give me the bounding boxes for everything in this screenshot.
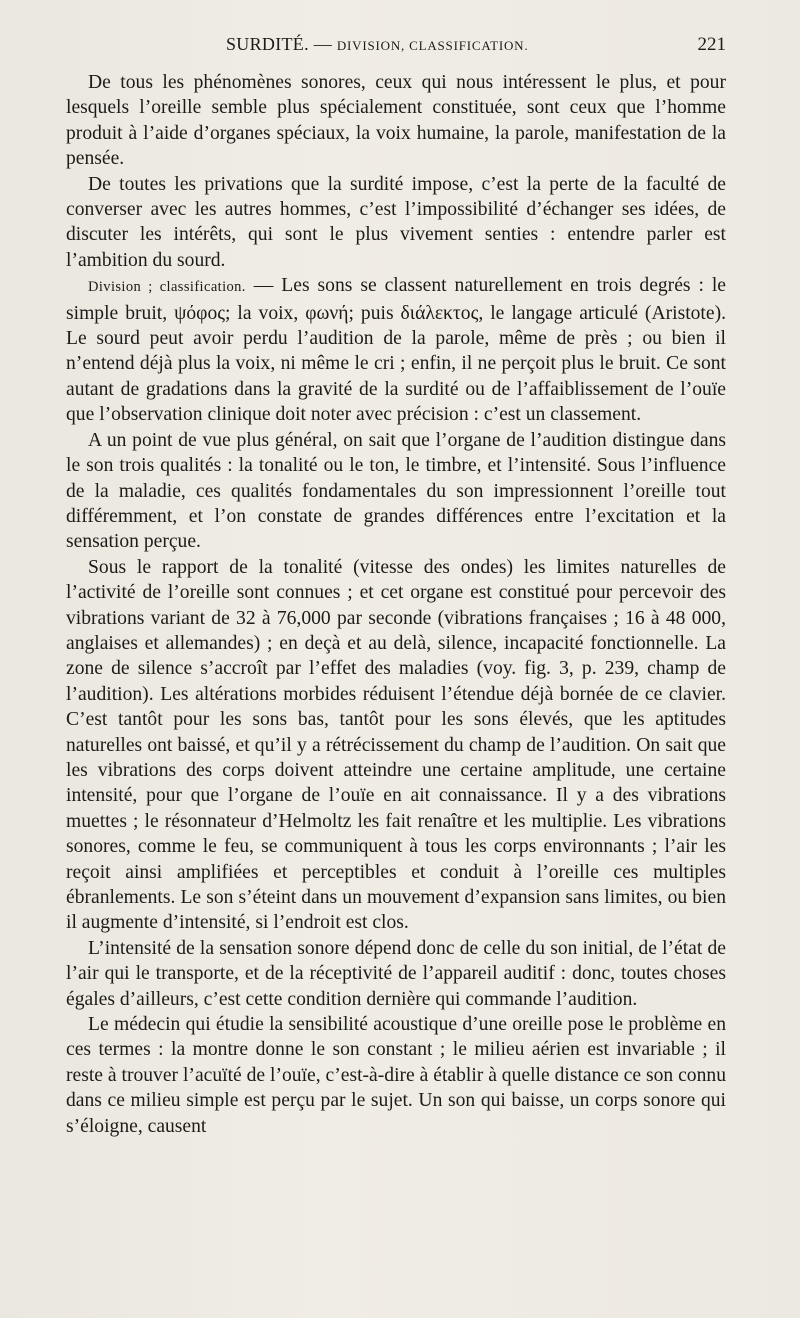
running-head-title [226, 34, 528, 55]
paragraph-6: L’intensité de la sensation sonore dépend donc de celle du son initial, de l’état de l’air qui le transporte, et de la réceptivité de l’appareil auditif : donc, toutes choses égales d’ailleurs, c’est cette condition dernière qui commande l’audition. [66, 937, 726, 1010]
running-head-dash: — [313, 34, 333, 54]
paragraph-5: Sous le rapport de la tonalité (vitesse des ondes) les limites naturelles de l’activité de l’oreille sont connues ; et cet organe est constitué pour percevoir des vibrations variant de 32 à 76,000 par seconde (vibrations françaises ; 16 à 48 000, anglaises et allemandes) ; en deçà et au delà, silence, incapacité fonctionnelle. La zone de silence s’accroît par l’effet des maladies (voy. fig. 3, p. 239, champ de l’audition). Les altérations morbides réduisent l’étendue déjà bornée de ce clavier. C’est tantôt pour les sons bas, tantôt pour les sons élevés, que les aptitudes naturelles ont baissé, et qu’il y a rétrécissement du champ de l’audition. On sait que les vibrations des corps doivent atteindre une certaine amplitude, une certaine intensité, pour que l’organe de l’ouïe en ait connaissance. Il y a des vibrations muettes ; le résonnateur d’Helmoltz les fait renaître et les multiplie. Les vibrations sonores, comme le feu, se communiquent à tous les corps environnants ; l’air les reçoit ainsi amplifiées et perceptibles et conduit à l’oreille ces multiples ébranlements. Le son s’éteint dans un mouvement d’expansion sans limites, ou bien il augmente d’intensité, si l’endroit est clos. [66, 556, 726, 934]
paragraph-3-text: — Les sons se classent naturellement en trois degrés : le simple bruit, ψόφος; la voix, φωνή; puis διάλεκτος, le langage articulé (Aristote). Le sourd peut avoir perdu l’audition de la parole, même de près ; ou bien il n’entend déjà plus la voix, ni même le cri ; enfin, il ne perçoit plus le bruit. Ce sont autant de gradations dans la gravité de la surdité ou de l’affaiblissement de l’ouïe que l’observation clinique doit noter avec précision : c’est un classement. [66, 275, 726, 426]
paragraph-1: De tous les phénomènes sonores, ceux qui nous intéressent le plus, et pour lesquels l’oreille semble plus spécialement constituée, sont ceux que l’homme produit à l’aide d’organes spéciaux, la voix humaine, la parole, manifestation de la pensée. [66, 72, 726, 170]
running-head-section: DIVISION, CLASSIFICATION. [336, 38, 529, 53]
running-head-main: SURDITÉ. [226, 34, 309, 54]
paragraph-2: De toutes les privations que la surdité impose, c’est la perte de la faculté de converser avec les autres hommes, c’est l’impossibilité d’échanger ses idées, de discuter les intérêts, qui sont le plus vivement senties : entendre parler est l’ambition du sourd. [66, 173, 726, 271]
paragraph-7: Le médecin qui étudie la sensibilité acoustique d’une oreille pose le problème en ces termes : la montre donne le son constant ; le milieu aérien est invariable ; il reste à trouver l’acuïté de l’ouïe, c’est-à-dire à établir à quelle distance ce son connu dans ce milieu simple est perçu par le sujet. Un son qui baisse, un corps sonore qui s’éloigne, causent [66, 1014, 726, 1137]
paragraph-3 [66, 273, 726, 427]
body-text [66, 70, 726, 1139]
running-head [66, 34, 726, 60]
page-number: 221 [697, 34, 726, 55]
paragraph-4: A un point de vue plus général, on sait que l’organe de l’audition distingue dans le son trois qualités : la tonalité ou le ton, le timbre, et l’intensité. Sous l’influence de la maladie, ces qualités fondamentales du son impressionnent l’oreille tout différemment, et l’on constate de grandes différences entre l’excitation et la sensation perçue. [66, 429, 726, 553]
section-heading-division: Division ; classification. [88, 279, 246, 296]
